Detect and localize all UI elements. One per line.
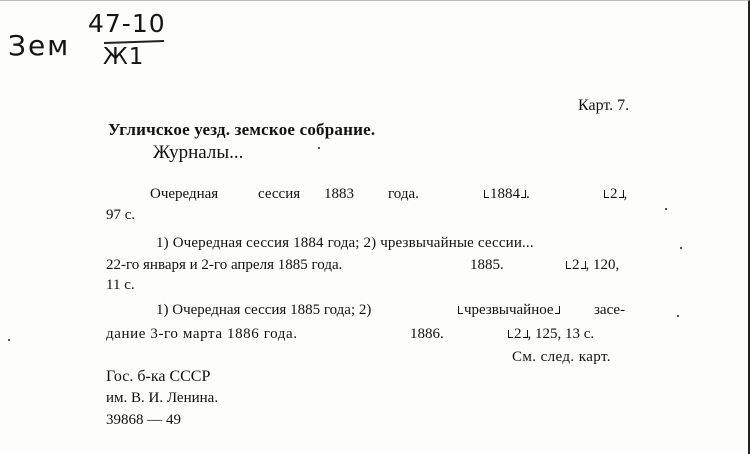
entry-1-comma: , [623,186,628,202]
entry-3-pubyear: 1886. [410,326,444,342]
entry-3-description: 1) Очередная сессия 1885 года; 2) [156,302,372,318]
entry-2-dates: 22-го января и 2-го апреля 1885 года. [106,257,343,273]
entry-1-word: Очередная [150,186,219,202]
entry-2-volume-value: 2 [572,257,580,273]
entry-2-pages: 11 с. [106,277,135,293]
library-name: Гос. б-ка СССР [106,368,211,385]
entry-3-volume-value: 2 [514,326,522,342]
library-order-number: 39868 — 49 [106,412,181,428]
library-name-line-2: им. В. И. Ленина. [106,390,219,406]
entry-1-volume-value: 2 [610,186,618,202]
entry-1-volume [604,186,627,203]
entry-1-word: сессия [258,186,301,202]
entry-1-word: года. [388,186,419,202]
handwritten-shelfmark-denominator: Ж1 [103,44,145,70]
entry-3-bracketed [458,302,560,319]
see-next-card: См. след. карт. [512,349,611,365]
bracket-left [508,330,513,338]
card-title: Угличское уезд. земское собрание. [108,120,376,139]
bracket-right [555,306,560,314]
entry-1-pubyear-value: 1884 [490,186,520,202]
entry-2-line-1 [106,235,646,255]
entry-2-line-3 [106,277,646,297]
entry-3-date: дание 3-го марта 1886 года. [106,326,298,342]
entry-2-volume [566,257,619,274]
speck [677,315,679,317]
entry-1-year: 1883 [324,186,354,202]
speck [665,208,667,210]
entry-1-pubyear [484,186,530,203]
entry-1-period: . [526,186,530,202]
entry-1-line-1 [106,186,646,206]
card-subtitle: Журналы... [153,142,244,163]
entry-1-line-2 [106,207,646,227]
bracket-left [458,306,463,314]
entry-3-hyphenated: засе- [594,302,626,318]
speck [680,247,682,249]
entry-1-pages: 97 с. [106,207,136,223]
bracket-left [566,261,571,269]
handwritten-shelfmark-prefix: Зем [8,29,71,62]
entry-3-pages-part: , 125, 13 с. [527,326,595,342]
card-number: Карт. 7. [578,97,630,114]
entry-2-description: 1) Очередная сессия 1884 года; 2) чрезвычайные сессии... [156,235,534,251]
bracket-left [604,190,609,198]
speck [8,339,10,341]
speck [318,147,320,149]
entry-3-bracketed-word: чрезвычайное [464,302,554,318]
handwritten-shelfmark-number: 47-10 [88,9,166,38]
entry-3-line-1 [106,302,646,322]
entry-3-line-2 [106,326,646,346]
entry-3-volume [508,326,594,343]
bracket-left [484,190,489,198]
entry-2-pages-part: , 120, [585,257,620,273]
entry-2-line-2 [106,257,646,277]
entry-2-pubyear: 1885. [470,257,504,273]
